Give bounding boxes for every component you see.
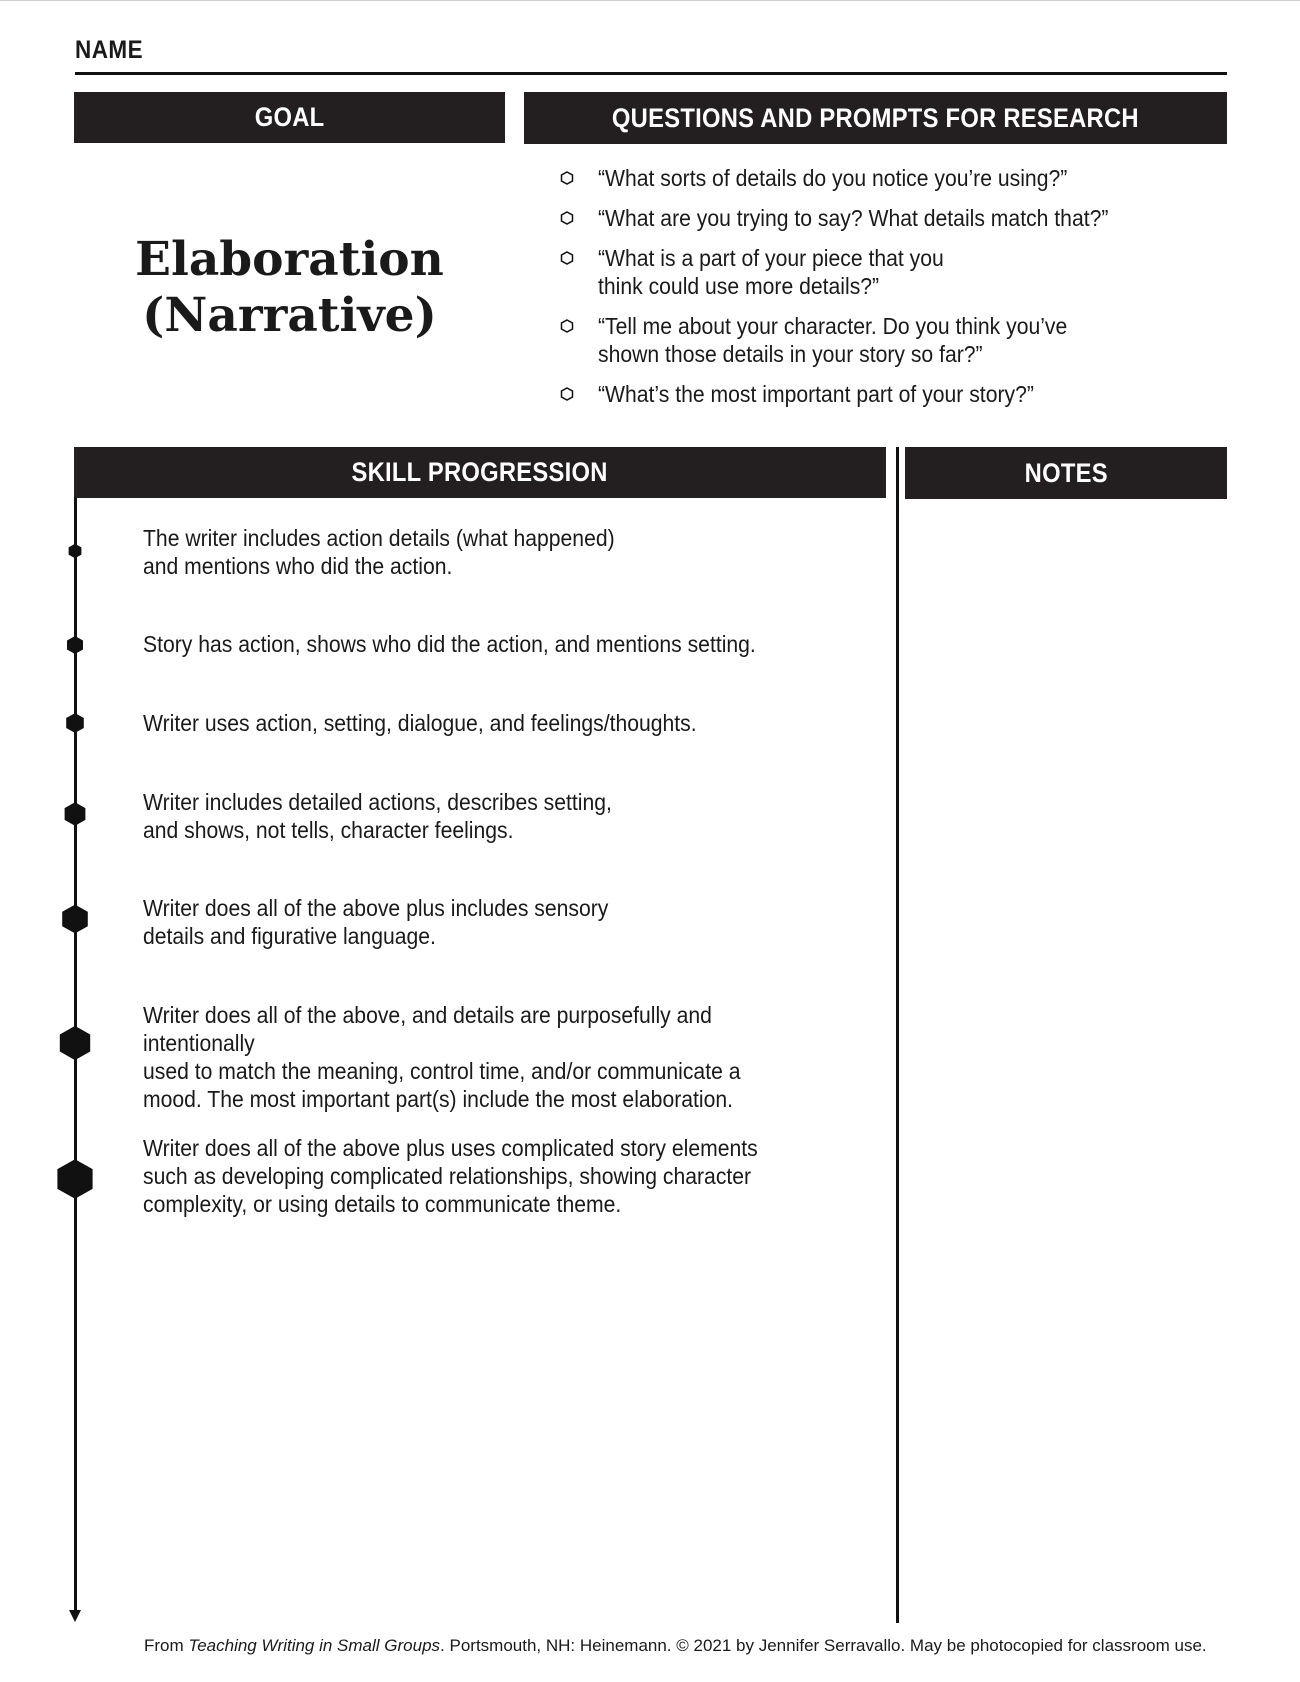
hexagon-outline-icon <box>560 211 574 225</box>
arrow-down-icon <box>69 1610 81 1622</box>
name-write-line <box>75 72 1227 75</box>
hexagon-filled-icon <box>53 1157 97 1201</box>
question-text: “What are you trying to say? What details match that?” <box>598 205 1109 231</box>
question-item <box>556 204 1196 232</box>
notes-header <box>905 447 1227 499</box>
page-top-border <box>0 0 1300 1</box>
skill-step-text: Writer includes detailed actions, describes setting, and shows, not tells, character feelings. <box>143 789 612 843</box>
hexagon-outline-icon <box>560 319 574 333</box>
skill-step-3 <box>143 709 863 737</box>
hexagon-filled-icon <box>67 543 83 559</box>
skill-progression-header <box>74 447 886 498</box>
skill-step-text: Writer does all of the above plus includes sensory details and figurative language. <box>143 895 609 949</box>
goal-title-line2: (Narrative) <box>142 288 437 343</box>
question-text: “What sorts of details do you notice you’re using?” <box>598 165 1068 191</box>
footer-credit <box>144 1636 1207 1656</box>
footer-prefix: From <box>144 1636 189 1655</box>
name-label: NAME <box>75 36 144 64</box>
column-divider <box>896 447 899 1623</box>
question-text: “Tell me about your character. Do you think you’ve shown those details in your story so far?” <box>598 313 1068 367</box>
skill-step-text: The writer includes action details (what happened) and mentions who did the action. <box>143 525 615 579</box>
skill-step-5 <box>143 894 863 950</box>
question-text: “What is a part of your piece that you think could use more details?” <box>598 245 944 299</box>
skill-step-text: Story has action, shows who did the action, and mentions setting. <box>143 631 756 657</box>
question-item <box>556 380 1196 408</box>
footer-suffix: . Portsmouth, NH: Heinemann. © 2021 by Jennifer Serravallo. May be photocopied for classroom use. <box>440 1636 1207 1655</box>
hexagon-outline-icon <box>560 387 574 401</box>
question-item <box>556 312 1196 368</box>
hexagon-filled-icon <box>64 712 86 734</box>
goal-heading: GOAL <box>254 102 325 132</box>
question-item <box>556 164 1196 192</box>
goal-header <box>74 92 505 143</box>
question-item <box>556 244 1196 300</box>
hexagon-filled-icon <box>62 801 88 827</box>
footer-book-title: Teaching Writing in Small Groups <box>188 1636 441 1655</box>
hexagon-filled-icon <box>65 635 85 655</box>
skill-step-2 <box>143 630 863 658</box>
hexagon-outline-icon <box>560 171 574 185</box>
skill-step-4 <box>143 788 863 844</box>
question-text: “What’s the most important part of your story?” <box>598 381 1034 407</box>
skill-step-7 <box>143 1134 863 1218</box>
questions-header <box>524 92 1227 144</box>
hexagon-filled-icon <box>59 903 91 935</box>
goal-title <box>74 232 505 344</box>
skill-progression-heading: SKILL PROGRESSION <box>351 457 609 487</box>
skill-step-text: Writer uses action, setting, dialogue, and feelings/thoughts. <box>143 710 697 736</box>
questions-heading: QUESTIONS AND PROMPTS FOR RESEARCH <box>612 102 1139 133</box>
goal-title-line1: Elaboration <box>135 232 444 287</box>
hexagon-outline-icon <box>560 251 574 265</box>
skill-step-text: Writer does all of the above plus uses complicated story elements such as developing complicated relationships, showing character complexity, or using details to communicate theme. <box>143 1135 758 1217</box>
skill-step-1 <box>143 524 863 580</box>
questions-list <box>556 164 1196 420</box>
hexagon-filled-icon <box>56 1024 94 1062</box>
skill-step-text: Writer does all of the above, and details are purposefully and intentionally used to match the meaning, control time, and/or communicate a mood. The most important part(s) include the most elaboration. <box>143 1002 741 1112</box>
skill-step-6 <box>143 1001 863 1113</box>
notes-heading: NOTES <box>1024 457 1108 488</box>
